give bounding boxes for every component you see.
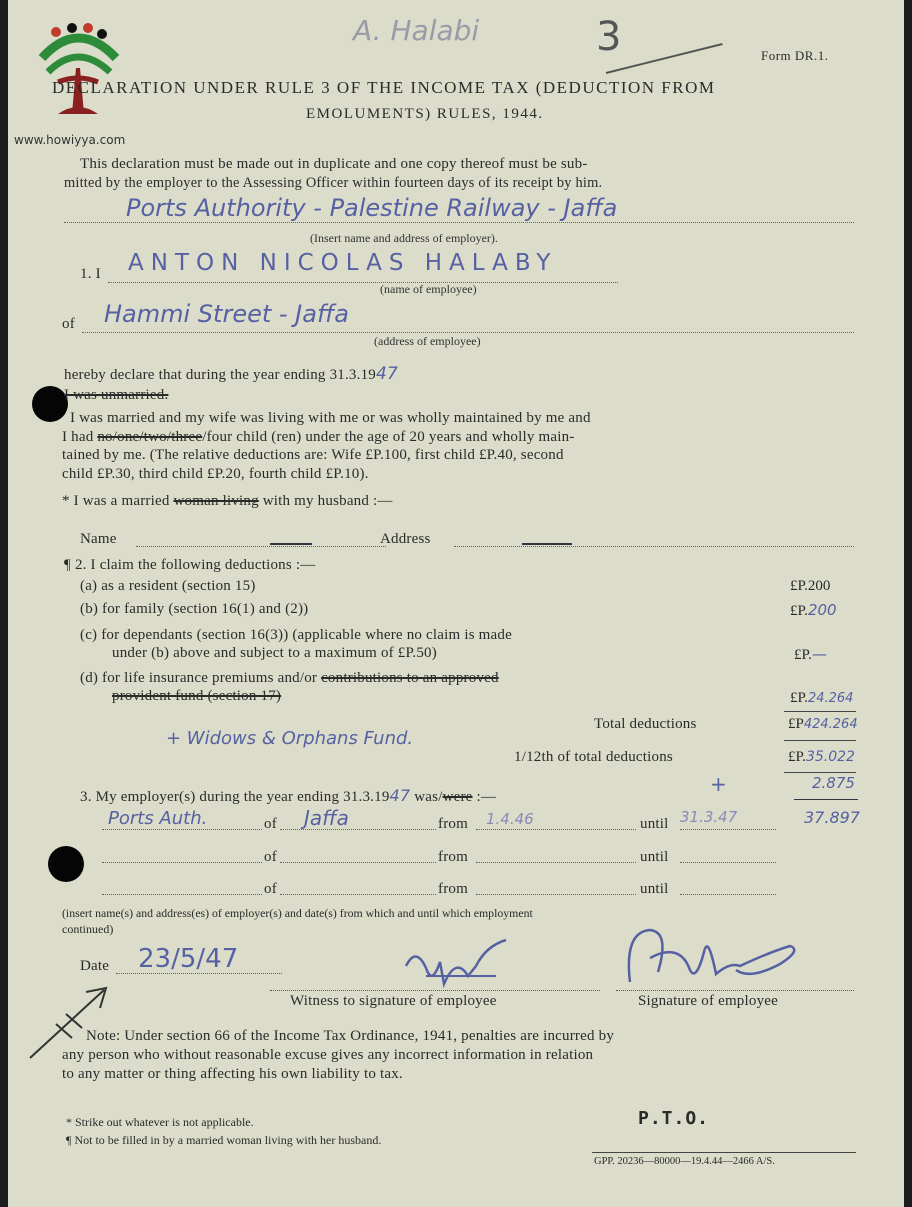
- claim-a-amount: £P.200: [790, 578, 831, 594]
- employee-signature: [620, 922, 810, 992]
- watermark-url: www.howiyya.com: [14, 133, 126, 147]
- employment-row2-of: of: [264, 849, 277, 865]
- pto-label: P.T.O.: [638, 1108, 710, 1129]
- footnote-2: ¶ Not to be filled in by a married woman living with her husband.: [66, 1133, 382, 1147]
- witness-label: Witness to signature of employee: [290, 993, 497, 1009]
- employment-row2-from-label: from: [438, 849, 468, 865]
- employee-prefix: 1. I: [80, 266, 101, 282]
- form-title-line1: DECLARATION UNDER RULE 3 OF THE INCOME TAX (DEDUCTION FROM: [52, 78, 716, 97]
- employment-row3-until-label: until: [640, 881, 669, 897]
- printer-code: GPP. 20236—80000—19.4.44—2466 A/S.: [594, 1156, 775, 1167]
- extra-amount-1: 2.875: [812, 774, 855, 792]
- claim-d-line1: (d) for life insurance premiums and/or contributions to an approved: [80, 670, 499, 686]
- claim-c-line1: (c) for dependants (section 16(3)) (applicable where no claim is made: [80, 627, 512, 643]
- address-label: (address of employee): [374, 334, 481, 348]
- claim-c-line2: under (b) above and subject to a maximum of £P.50): [112, 645, 437, 661]
- employee-label: (name of employee): [380, 282, 477, 296]
- claim-a-text: (a) as a resident (section 15): [80, 578, 256, 594]
- unmarried-option: I was unmarried.: [64, 387, 169, 403]
- twelfth-amount: £P.35.022: [788, 749, 855, 765]
- address-prefix: of: [62, 316, 75, 332]
- employment-row1-from-label: from: [438, 816, 468, 832]
- married-line3: tained by me. (The relative deductions are: Wife £P.100, first child £P.40, second: [62, 447, 564, 463]
- declare-text: hereby declare that during the year ending 31.3.1947: [64, 364, 399, 384]
- employee-signature-icon: [620, 922, 810, 992]
- name-label: Name: [80, 531, 117, 547]
- married-woman-option: * I was a married woman living with my husband :—: [62, 493, 393, 509]
- note-line3: to any matter or thing affecting his own liability to tax.: [62, 1066, 403, 1082]
- married-line1: I was married and my wife was living with me or was wholly maintained by me and: [70, 410, 591, 426]
- claim-heading: ¶ 2. I claim the following deductions :—: [64, 557, 316, 573]
- employment-row2-until-label: until: [640, 849, 669, 865]
- employment-heading: 3. My employer(s) during the year ending 31.3.1947 was/were :—: [80, 786, 497, 805]
- employment-row1-employer: Ports Auth.: [108, 808, 208, 829]
- date-label: Date: [80, 958, 110, 974]
- tree-logo-icon: [28, 18, 128, 128]
- intro-line1: This declaration must be made out in duplicate and one copy thereof must be sub-: [80, 156, 588, 172]
- note-line2: any person who without reasonable excuse gives any incorrect information in relation: [62, 1047, 594, 1063]
- witness-signature: [396, 936, 516, 996]
- total-label: Total deductions: [594, 716, 697, 732]
- employment-row1-until-label: until: [640, 816, 669, 832]
- extra-amount-2: 37.897: [804, 808, 860, 827]
- employment-row1-from: 1.4.46: [486, 810, 534, 828]
- employment-row1-until: 31.3.47: [680, 808, 738, 826]
- total-amount: £P424.264: [788, 716, 858, 732]
- address-value: Hammi Street - Jaffa: [104, 300, 349, 328]
- employment-row3-of: of: [264, 881, 277, 897]
- employee-name: ANTON NICOLAS HALABY: [128, 250, 558, 276]
- page-number: 3: [596, 14, 622, 60]
- footnote-1: * Strike out whatever is not applicable.: [66, 1115, 254, 1129]
- married-line4: child £P.30, third child £P.20, fourth child £P.10).: [62, 466, 369, 482]
- address-field-label: Address: [380, 531, 431, 547]
- howiyya-logo: [28, 18, 128, 128]
- witness-signature-icon: [396, 936, 516, 996]
- top-annotation: A. Halabi: [353, 14, 480, 47]
- claim-d-amount: £P.24.264: [790, 690, 854, 706]
- intro-line2: mitted by the employer to the Assessing Officer within fourteen days of its receipt by him.: [64, 175, 603, 191]
- claim-c-amount: £P.—: [794, 645, 827, 663]
- form-page: [8, 0, 904, 1207]
- employer-value: Ports Authority - Palestine Railway - Jaffa: [126, 194, 618, 222]
- employment-instruction-2: continued): [62, 922, 114, 936]
- employment-row1-place: Jaffa: [304, 806, 349, 830]
- signature-label: Signature of employee: [638, 993, 778, 1009]
- punch-hole-bottom: [48, 846, 84, 882]
- claim-b-text: (b) for family (section 16(1) and (2)): [80, 601, 309, 617]
- claim-note: + Widows & Orphans Fund.: [166, 728, 414, 749]
- punch-hole-top: [32, 386, 68, 422]
- note-line1: Note: Under section 66 of the Income Tax Ordinance, 1941, penalties are incurred by: [86, 1028, 615, 1044]
- employer-label: (Insert name and address of employer).: [310, 231, 498, 245]
- form-title-line2: EMOLUMENTS) RULES, 1944.: [306, 106, 544, 122]
- employment-row1-of: of: [264, 816, 277, 832]
- claim-d-line2: provident fund (section 17): [112, 688, 282, 704]
- twelfth-label: 1/12th of total deductions: [514, 749, 673, 765]
- employment-instruction-1: (insert name(s) and address(es) of employer(s) and date(s) from which and until which employment: [62, 906, 533, 920]
- claim-b-amount: £P.200: [790, 601, 837, 619]
- plus-mark: +: [710, 772, 727, 796]
- employment-row3-from-label: from: [438, 881, 468, 897]
- date-value: 23/5/47: [138, 944, 239, 974]
- form-id: Form DR.1.: [761, 48, 829, 63]
- married-line2: I had no/one/two/three/four child (ren) under the age of 20 years and wholly main-: [62, 429, 575, 445]
